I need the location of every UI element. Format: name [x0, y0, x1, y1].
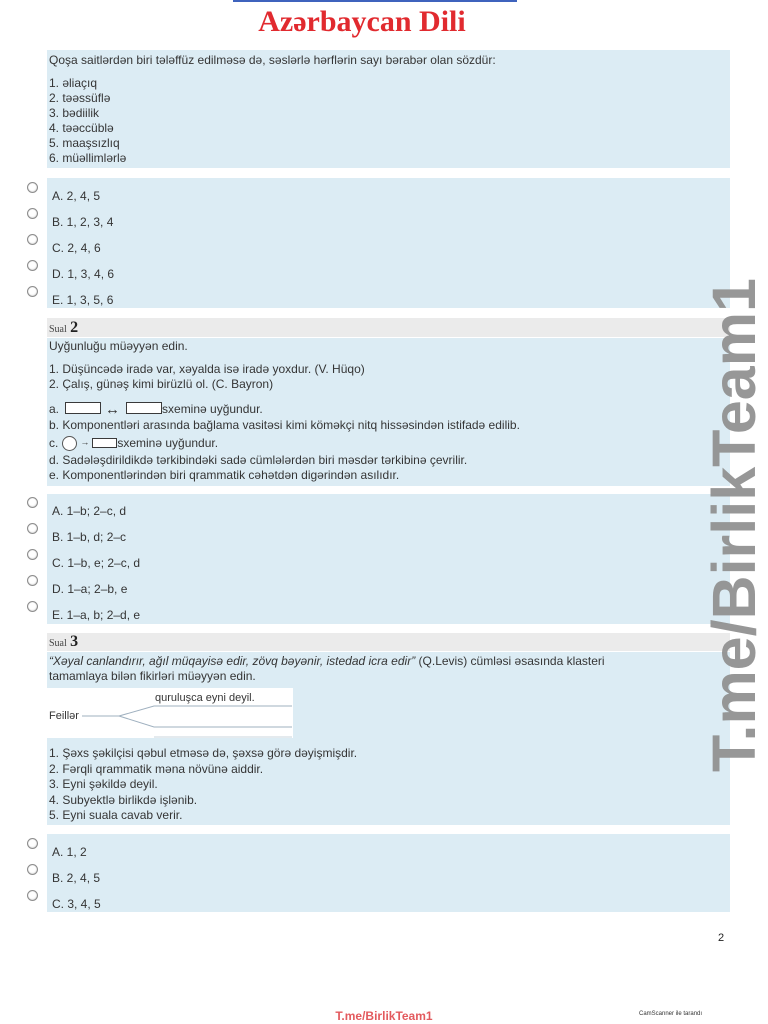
circle-icon: [62, 436, 77, 451]
statement-list: [49, 746, 730, 824]
answer-option-label: B. 2, 4, 5: [52, 871, 101, 885]
radio-button-icon[interactable]: [27, 575, 38, 586]
list-item: 3. bədiilik: [49, 106, 100, 120]
question-prompt-continuation: tamamlaya bilən fikirləri müəyyən edin.: [49, 669, 256, 683]
radio-button-icon[interactable]: [27, 864, 38, 875]
answer-option-label: C. 1–b, e; 2–c, d: [52, 556, 141, 570]
rectangle-icon: [126, 402, 162, 414]
answer-option[interactable]: [47, 208, 730, 234]
feature-marker: c.: [49, 436, 59, 450]
question-3-header: [47, 633, 730, 651]
feature-item-e: e. Komponentlərindən biri qrammatik cəhətdən digərindən asılıdır.: [49, 468, 400, 482]
radio-button-icon[interactable]: [27, 208, 38, 219]
arrow-right-icon: →: [80, 437, 90, 447]
answer-option-label: D. 1, 3, 4, 6: [52, 267, 115, 281]
cluster-connector-line: [119, 716, 292, 727]
scanner-note: CamScanner ile tarandı: [639, 1011, 703, 1017]
answer-option-label: E. 1, 3, 5, 6: [52, 293, 114, 307]
feature-text: sxeminə uyğundur.: [162, 402, 263, 416]
answer-option-label: B. 1, 2, 3, 4: [52, 215, 114, 229]
feature-marker: a.: [49, 402, 60, 416]
question-prompt: Qoşa saitlərdən biri tələffüz edilməsə də, səslərlə hərflərin sayı bərabər olan sözdür:: [49, 53, 496, 67]
answer-option[interactable]: [47, 182, 730, 208]
radio-button-icon[interactable]: [27, 497, 38, 508]
list-item: 5. Eyni suala cavab verir.: [49, 808, 183, 822]
list-item: 4. Subyektlə birlikdə işlənib.: [49, 792, 198, 807]
question-2-panel: [47, 338, 730, 486]
prompt-source: (Q.Levis) cümləsi əsasında klasteri: [418, 654, 605, 668]
prompt-quote: “Xəyal canlandırır, ağıl müqayisə edir, zövq bəyənir, istedad icra edir”: [49, 654, 416, 668]
question-2-options: [47, 494, 730, 624]
sentence-list: [49, 362, 730, 392]
radio-button-icon[interactable]: [27, 601, 38, 612]
list-item: 3. Eyni şəkildə deyil.: [49, 777, 158, 791]
feature-item-b: b. Komponentləri arasında bağlama vasitəsi kimi köməkçi nitq hissəsindən istifadə edilib.: [49, 418, 520, 432]
question-2-header: [47, 318, 730, 337]
feature-text: sxeminə uyğundur.: [117, 436, 219, 450]
answer-option[interactable]: [47, 575, 730, 601]
sentence-item: 2. Çalış, günəş kimi birüzlü ol. (C. Bayron): [49, 377, 274, 391]
answer-option-label: D. 1–a; 2–b, e: [52, 582, 128, 596]
answer-option[interactable]: [47, 497, 730, 523]
list-item: 2. Fərqli qrammatik məna növünə aiddir.: [49, 761, 264, 776]
answer-option[interactable]: [47, 890, 730, 916]
feature-item-c: [49, 433, 730, 453]
page-number: 2: [718, 932, 725, 944]
rectangle-icon: [92, 438, 117, 448]
sentence-item: 1. Düşüncədə iradə var, xəyalda isə iradə yoxdur. (V. Hüqo): [49, 362, 365, 376]
rectangle-icon: [65, 402, 101, 414]
question-1-panel: [47, 50, 730, 168]
feature-item-a: [49, 401, 730, 417]
question-3-options: [47, 834, 730, 912]
list-item: 5. maaşsızlıq: [49, 136, 120, 150]
cluster-diagram: [47, 688, 293, 738]
answer-option-label: E. 1–a, b; 2–d, e: [52, 608, 141, 622]
radio-button-icon[interactable]: [27, 523, 38, 534]
radio-button-icon[interactable]: [27, 286, 38, 297]
list-item: 1. Şəxs şəkilçisi qəbul etməsə də, şəxsə görə dəyişmişdir.: [49, 746, 358, 760]
question-prompt: Uyğunluğu müəyyən edin.: [49, 339, 188, 353]
answer-option-label: A. 1–b; 2–c, d: [52, 504, 127, 518]
top-rule: [233, 0, 517, 2]
question-number: 2: [70, 319, 79, 336]
radio-button-icon[interactable]: [27, 838, 38, 849]
footer-channel-link[interactable]: T.me/BirlikTeam1: [335, 1009, 433, 1023]
answer-option[interactable]: [47, 523, 730, 549]
answer-option-label: C. 2, 4, 6: [52, 241, 101, 255]
question-label: Sual: [49, 324, 67, 335]
answer-option-label: A. 1, 2: [52, 845, 87, 859]
cluster-branch-label: quruluşca eyni deyil.: [155, 692, 255, 704]
answer-option-label: B. 1–b, d; 2–c: [52, 530, 127, 544]
cluster-root-label: Feillər: [49, 710, 79, 722]
radio-button-icon[interactable]: [27, 890, 38, 901]
answer-option[interactable]: [47, 549, 730, 575]
question-1-options: [47, 178, 730, 308]
word-list: [49, 76, 730, 166]
answer-option[interactable]: [47, 260, 730, 286]
feature-item-d: d. Sadələşdirildikdə tərkibindəki sadə cümlələrdən biri məsdər tərkibinə çevrilir.: [49, 453, 468, 467]
watermark-text: T.me/BirlikTeam1: [700, 278, 768, 772]
answer-option[interactable]: [47, 286, 730, 312]
list-item: 4. təəccüblə: [49, 121, 114, 135]
radio-button-icon[interactable]: [27, 260, 38, 271]
radio-button-icon[interactable]: [27, 234, 38, 245]
answer-option-label: C. 3, 4, 5: [52, 897, 101, 911]
list-item: 2. təəssüflə: [49, 91, 111, 105]
radio-button-icon[interactable]: [27, 182, 38, 193]
question-number: 3: [70, 633, 79, 650]
question-label: Sual: [49, 638, 67, 649]
question-prompt-line: [49, 654, 730, 669]
feature-list: [49, 401, 730, 483]
cluster-connector-line: [119, 706, 292, 716]
answer-option[interactable]: [47, 601, 730, 627]
answer-option[interactable]: [47, 234, 730, 260]
double-arrow-icon: ↔: [105, 401, 121, 418]
page-title: Azərbaycan Dili: [258, 5, 466, 38]
list-item: 6. müəllimlərlə: [49, 151, 127, 165]
radio-button-icon[interactable]: [27, 549, 38, 560]
answer-option[interactable]: [47, 838, 730, 864]
list-item: 1. əliaçıq: [49, 76, 98, 90]
answer-option[interactable]: [47, 864, 730, 890]
question-3-panel: [47, 652, 730, 825]
answer-option-label: A. 2, 4, 5: [52, 189, 101, 203]
